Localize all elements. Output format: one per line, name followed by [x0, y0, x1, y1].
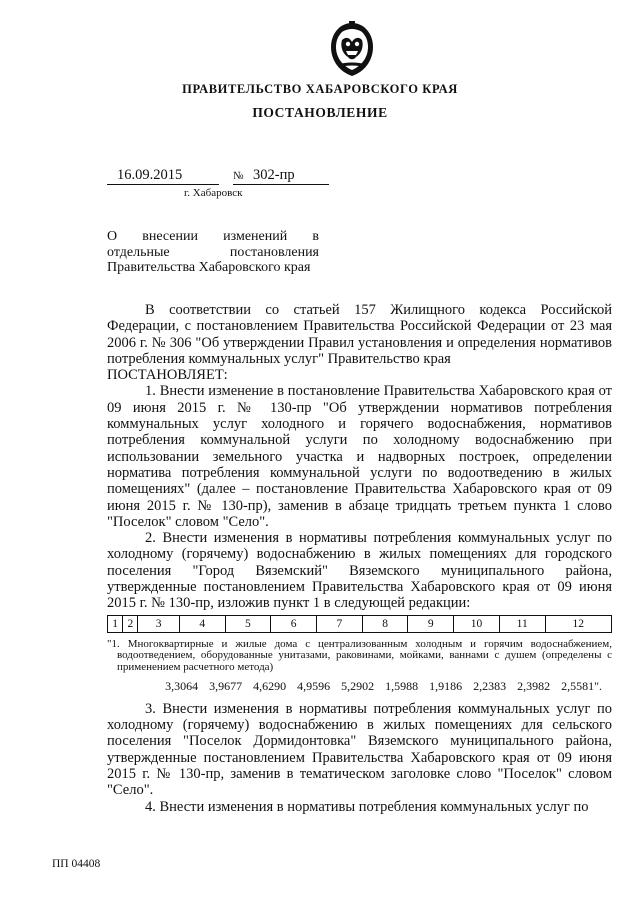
footer-code: ПП 04408 — [52, 858, 101, 870]
table-cell: 6 — [271, 615, 317, 632]
table-value: 5,2902 — [341, 679, 375, 694]
column-number-table — [107, 615, 612, 633]
table-row-text: "1. Многоквартирные и жилые дома с централизованным холодным и горячим водоснабжением, водоотведением, оборудованные унитазами, раковинами, мойками, ваннами с душем (определены с применением расчетного метода) — [107, 637, 612, 673]
city: г. Хабаровск — [184, 187, 243, 199]
table-value: 3,9677 — [209, 679, 243, 694]
table-value: 4,6290 — [253, 679, 287, 694]
table-row — [108, 615, 612, 632]
document-type: ПОСТАНОВЛЕНИЕ — [252, 105, 388, 120]
table-cell: 9 — [408, 615, 454, 632]
item-4: 4. Внести изменения в нормативы потребления коммунальных услуг по — [145, 798, 589, 815]
table-cell: 3 — [138, 615, 179, 632]
registration-line — [107, 167, 337, 185]
table-value: 2,5581". — [561, 679, 602, 694]
table-cell: 1 — [108, 615, 123, 632]
decree-word: ПОСТАНОВЛЯЕТ: — [107, 367, 228, 384]
preamble: В соответствии со статьей 157 Жилищного кодекса Российской Федерации, с постановлением Правительства Российской Федерации от 23 мая 2006 г. № 306 "Об утверждении Правил установления и определения нормативов потребления коммунальных услуг" Правительство края — [107, 302, 612, 367]
table-cell: 4 — [179, 615, 225, 632]
number-sign: № — [233, 170, 244, 182]
table-cell: 2 — [123, 615, 138, 632]
table-cell: 12 — [545, 615, 611, 632]
table-cell: 5 — [225, 615, 271, 632]
table-value: 2,3982 — [517, 679, 551, 694]
table-value: 4,9596 — [297, 679, 331, 694]
coat-of-arms-emblem — [328, 20, 376, 78]
decree-number: 302-пр — [253, 167, 295, 183]
table-value: 1,5988 — [385, 679, 419, 694]
table-cell: 7 — [316, 615, 362, 632]
table-value: 2,2383 — [473, 679, 507, 694]
table-values-row — [107, 678, 612, 694]
date-underline — [107, 184, 219, 185]
table-cell: 11 — [499, 615, 545, 632]
number-underline — [233, 184, 329, 185]
item-1: 1. Внести изменение в постановление Правительства Хабаровского края от 09 июня 2015 г. № 130-пр "Об утверждении нормативов потребления коммунальных услуг холодного и горячего водоснабжения, нормативов потребления коммунальной услуги по холодному водоснабжению при использовании земельного участка и надворных построек, определении норматива потребления коммунальной услуги по водоотведению в жилых помещениях" (далее – постановление Правительства Хабаровского края от 09 июня 2015 г. № 130-пр), заменив в абзаце тридцать третьем пункта 1 слово "Поселок" словом "Село". — [107, 383, 612, 530]
document-body — [107, 302, 612, 815]
decree-date: 16.09.2015 — [117, 167, 183, 183]
item-3: 3. Внести изменения в нормативы потребления коммунальных услуг по холодному (горячему) водоснабжению в жилых помещениях для сельского поселения "Поселок Дормидонтовка" Вяземского муниципального района, утвержденные постановлением Правительства Хабаровского края от 09 июня 2015 г. № 130-пр, заменив в тематическом заголовке слово "Поселок" словом "Село". — [107, 700, 612, 799]
decree-subject: О внесении изменений в отдельные постановления Правительства Хабаровского края — [107, 229, 319, 275]
table-cell: 10 — [454, 615, 500, 632]
organization-name: ПРАВИТЕЛЬСТВО ХАБАРОВСКОГО КРАЯ — [182, 82, 458, 96]
table-value: 1,9186 — [429, 679, 463, 694]
table-value: 3,3064 — [165, 679, 199, 694]
item-2: 2. Внести изменения в нормативы потребления коммунальных услуг по холодному (горячему) водоснабжению в жилых помещениях для городского поселения "Город Вяземский" Вяземского муниципального района, утвержденные постановлением Правительства Хабаровского края от 09 июня 2015 г. № 130-пр, изложив пункт 1 в следующей редакции: — [107, 530, 612, 612]
table-cell: 8 — [362, 615, 408, 632]
